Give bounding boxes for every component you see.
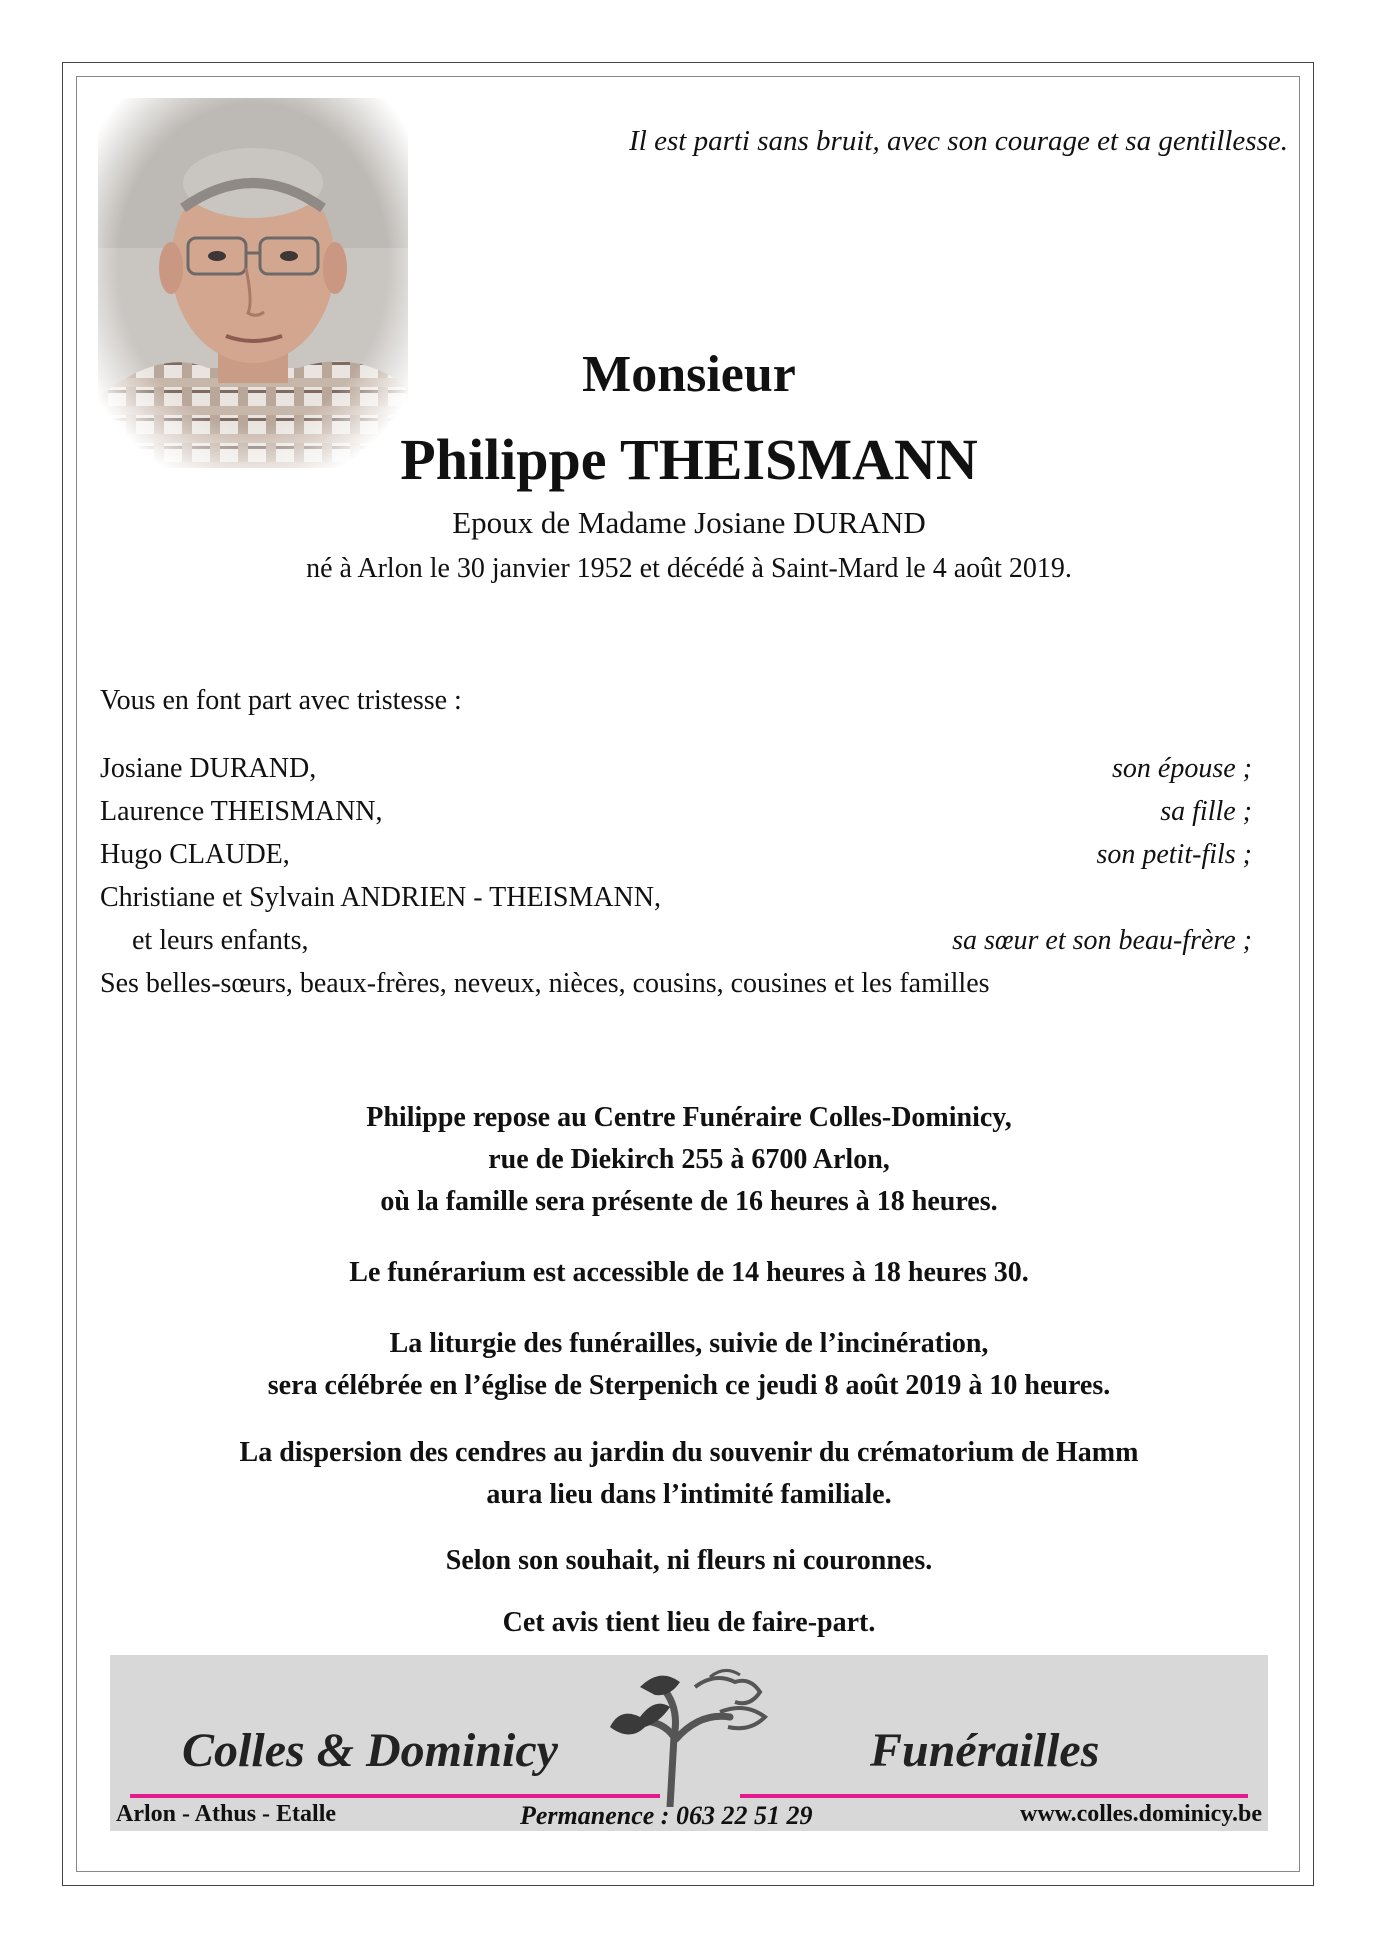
notice-line: Cet avis tient lieu de faire-part. <box>502 1607 876 1638</box>
family-row <box>100 833 1252 876</box>
family-list <box>100 747 1252 1005</box>
notice-access <box>0 1252 1378 1294</box>
family-relation: son épouse ; <box>1112 753 1252 784</box>
family-relation: sa sœur et son beau-frère ; <box>952 925 1252 956</box>
notice-line: où la famille sera présente de 16 heures à 18 heures. <box>380 1186 998 1217</box>
family-row <box>100 919 1252 962</box>
notice-faire-part <box>0 1602 1378 1644</box>
accent-line-left <box>130 1794 660 1798</box>
family-row <box>100 962 1252 1005</box>
portrait-photo <box>98 98 408 468</box>
family-member-name: et leurs enfants, <box>132 925 309 956</box>
accent-line-right <box>740 1794 1248 1798</box>
dates-line: né à Arlon le 30 janvier 1952 et décédé à Saint-Mard le 4 août 2019. <box>306 553 1072 584</box>
notice-line: Philippe repose au Centre Funéraire Colles-Dominicy, <box>366 1102 1012 1133</box>
footer-phone: Permanence : 063 22 51 29 <box>520 1801 813 1830</box>
brand-tagline: Funérailles <box>870 1724 1100 1777</box>
brand-name: Colles & Dominicy <box>182 1724 558 1777</box>
notice-repose <box>0 1097 1378 1223</box>
family-member-name: Christiane et Sylvain ANDRIEN - THEISMANN, <box>100 882 661 913</box>
family-relation: sa fille ; <box>1160 796 1252 827</box>
family-member-name: Laurence THEISMANN, <box>100 796 383 827</box>
memorial-quote: Il est parti sans bruit, avec son courage et sa gentillesse. <box>629 125 1288 157</box>
notice-line: Selon son souhait, ni fleurs ni couronnes. <box>445 1545 933 1576</box>
funeral-home-banner <box>110 1655 1268 1831</box>
footer-website[interactable]: www.colles.dominicy.be <box>1019 1801 1262 1827</box>
deceased-name: Philippe THEISMANN <box>400 427 978 492</box>
family-row <box>100 876 1252 919</box>
notice-ashes <box>0 1432 1378 1516</box>
family-intro: Vous en font part avec tristesse : <box>100 685 462 716</box>
notice-line: La dispersion des cendres au jardin du souvenir du crématorium de Hamm <box>239 1437 1139 1468</box>
family-member-name: Ses belles-sœurs, beaux-frères, neveux, nièces, cousins, cousines et les familles <box>100 968 990 999</box>
notice-line: rue de Diekirch 255 à 6700 Arlon, <box>488 1144 890 1175</box>
notice-line: Le funérarium est accessible de 14 heures à 18 heures 30. <box>349 1257 1029 1288</box>
footer-cities: Arlon - Athus - Etalle <box>116 1801 337 1827</box>
notice-line: aura lieu dans l’intimité familiale. <box>486 1479 892 1510</box>
tree-logo-icon <box>600 1667 790 1807</box>
family-row <box>100 747 1252 790</box>
notice-liturgy <box>0 1323 1378 1407</box>
family-member-name: Hugo CLAUDE, <box>100 839 290 870</box>
notice-flowers <box>0 1540 1378 1582</box>
family-row <box>100 790 1252 833</box>
notice-line: La liturgie des funérailles, suivie de l’incinération, <box>389 1328 989 1359</box>
family-relation: son petit-fils ; <box>1096 839 1252 870</box>
family-member-name: Josiane DURAND, <box>100 753 317 784</box>
notice-line: sera célébrée en l’église de Sterpenich ce jeudi 8 août 2019 à 10 heures. <box>267 1370 1111 1401</box>
title-prefix: Monsieur <box>582 346 796 403</box>
spouse-line: Epoux de Madame Josiane DURAND <box>452 505 926 540</box>
